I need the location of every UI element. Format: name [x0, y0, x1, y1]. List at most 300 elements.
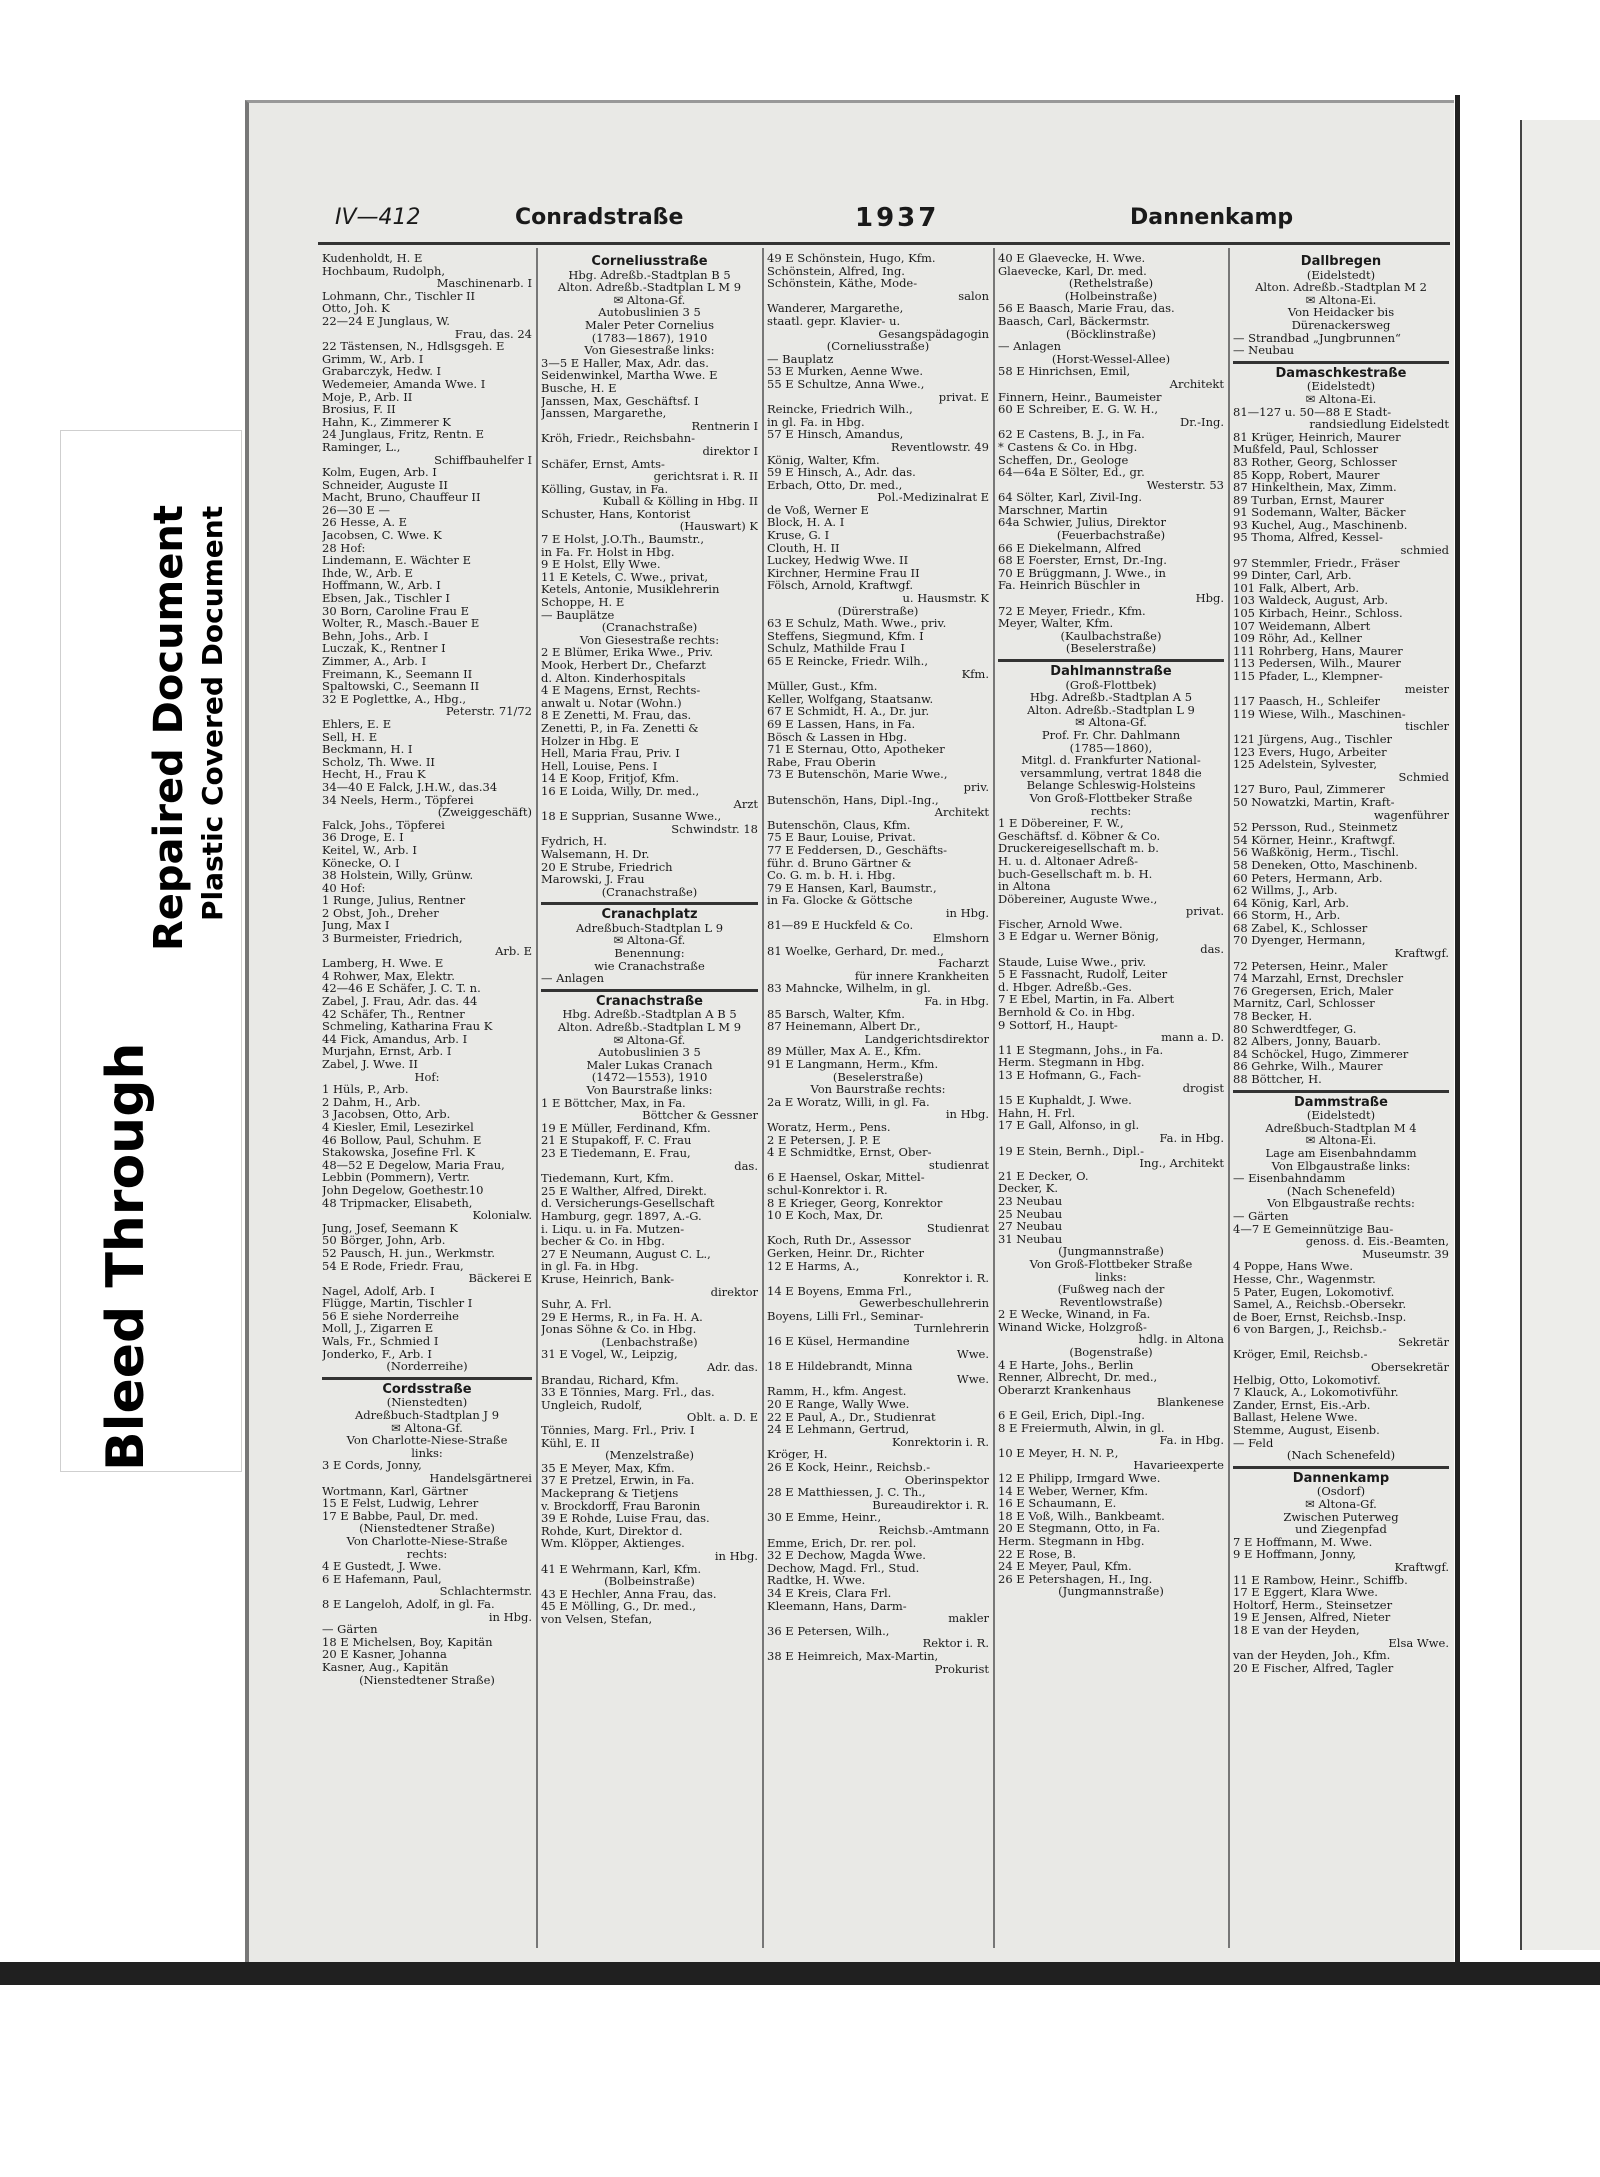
directory-entry: Schuster, Hans, Kontorist [541, 506, 691, 521]
directory-entry: Von Giesestraße rechts: [579, 632, 720, 647]
scan-margin-top [0, 0, 1600, 48]
directory-entry: Zabel, J. Wwe. II [322, 1057, 418, 1071]
directory-entry: Steffens, Siegmund, Kfm. I [767, 628, 924, 643]
directory-entry: 1 E Döbereiner, F. W., [998, 816, 1124, 831]
directory-entry: Maler Lukas Cranach [586, 1057, 713, 1072]
directory-entry: Kirchner, Hermine Frau II [767, 565, 920, 580]
directory-entry: 60 E Schreiber, E. G. W. H., [998, 402, 1159, 417]
directory-entry: Westerstr. 53 [1146, 477, 1224, 492]
directory-entry: und Ziegenpfad [1295, 1522, 1387, 1537]
directory-entry: Raminger, L., [322, 439, 401, 454]
directory-entry: 74 Marzahl, Ernst, Drechsler [1233, 971, 1404, 986]
directory-entry: wie Cranachstraße [594, 958, 705, 973]
directory-entry: führ. d. Bruno Gärtner & [767, 855, 912, 870]
directory-entry: Landgerichtsdirektor [864, 1031, 989, 1046]
directory-entry: priv. [963, 779, 989, 794]
directory-entry: 5 E Fassnacht, Rudolf, Leiter [998, 967, 1168, 982]
directory-entry: Keller, Wolfgang, Staatsanw. [767, 691, 934, 706]
directory-entry: Luczak, K., Rentner I [322, 641, 446, 656]
directory-entry: Hbg. Adreßb.-Stadtplan B 5 [568, 267, 731, 282]
directory-entry: 40 E Glaevecke, H. Wwe. [998, 252, 1146, 265]
directory-entry: randsiedlung Eidelstedt [1309, 417, 1449, 432]
column-divider [536, 248, 538, 1948]
directory-entry: Ebsen, Jak., Tischler I [322, 591, 450, 606]
directory-entry: 22 Tästensen, N., Hdlsgsgeh. E [322, 339, 505, 354]
directory-entry: 58 E Hinrichsen, Emil, [998, 364, 1131, 379]
directory-entry: ✉ Altona-Ei. [1305, 391, 1377, 406]
directory-entry: (Groß-Flottbek) [1065, 677, 1157, 692]
directory-entry: Dr.-Ing. [1180, 414, 1224, 429]
directory-entry: Janssen, Max, Geschäftsf. I [541, 393, 699, 408]
directory-entry: H. u. d. Altonaer Adreß- [998, 853, 1139, 868]
directory-entry: 18 E van der Heyden, [1233, 1622, 1360, 1637]
directory-entry: 7 Klauck, A., Lokomotivführ. [1233, 1385, 1399, 1400]
directory-entry: Schulz, Mathilde Frau I [767, 641, 905, 656]
directory-entry: 123 Evers, Hugo, Arbeiter [1233, 744, 1387, 759]
directory-entry: Schoppe, H. E [541, 595, 625, 610]
directory-entry: 91 Sodemann, Walter, Bäcker [1233, 505, 1406, 520]
directory-entry: 103 Waldeck, August, Arb. [1233, 593, 1388, 608]
directory-entry: 9 E Holst, Elly Wwe. [541, 557, 661, 572]
directory-entry: — Eisenbahndamm [1233, 1171, 1346, 1186]
directory-entry: 28 Hof: [322, 540, 366, 555]
section-rule [541, 989, 758, 992]
directory-entry: 48—52 E Degelow, Maria Frau, [322, 1157, 505, 1172]
directory-entry: 7 E Holst, J.O.Th., Baumstr., [541, 532, 704, 547]
directory-entry: Dürenackersweg [1291, 317, 1391, 332]
directory-entry: Oblt. a. D. E [686, 1410, 758, 1425]
directory-entry: Wm. Klöpper, Aktienges. [541, 1536, 685, 1551]
directory-entry: Ramm, H., kfm. Angest. [767, 1384, 907, 1399]
directory-entry: ✉ Altona-Ei. [1305, 292, 1377, 307]
directory-entry: — Bauplätze [541, 607, 615, 622]
directory-entry: 115 Pfader, L., Klempner- [1233, 669, 1383, 683]
directory-entry: (Horst-Wessel-Allee) [1051, 351, 1171, 366]
column-divider [762, 248, 764, 1948]
directory-entry: (Feuerbachstraße) [1056, 528, 1166, 543]
directory-entry: Fa. in Hbg. [1159, 1433, 1224, 1448]
directory-entry: Frau, das. 24 [454, 326, 532, 341]
street-heading: Cranachstraße [595, 993, 703, 1009]
directory-entry: 15 E Felst, Ludwig, Lehrer [322, 1496, 479, 1511]
directory-entry: Herm. Stegmann in Hbg. [998, 1533, 1145, 1548]
directory-entry: (Jungmannstraße) [1058, 1584, 1164, 1599]
directory-entry: 38 E Heimreich, Max-Martin, [767, 1648, 939, 1663]
directory-entry: in gl. Fa. in Hbg. [541, 1259, 639, 1274]
directory-entry: Lindemann, E. Wächter E [322, 553, 471, 568]
directory-entry: Dechow, Magd. Frl., Stud. [767, 1560, 920, 1575]
directory-entry: Adreßbuch-Stadtplan L 9 [575, 920, 724, 935]
directory-entry: 19 E Stein, Bernh., Dipl.- [998, 1143, 1145, 1158]
directory-entry: 88 Böttcher, H. [1233, 1072, 1322, 1086]
directory-entry: Schiffbauhelfer I [434, 452, 532, 467]
directory-entry: 30 E Emme, Heinr., [767, 1510, 882, 1525]
directory-entry: Kröger, Emil, Reichsb.- [1233, 1347, 1368, 1362]
directory-entry: 8 E Zenetti, M. Frau, das. [541, 708, 692, 723]
directory-entry: Herm. Stegmann in Hbg. [998, 1055, 1145, 1070]
directory-entry: 70 E Brüggmann, J. Wwe., in [998, 565, 1166, 580]
directory-entry: 22 E Paul, A., Dr., Studienrat [767, 1409, 936, 1424]
directory-entry: direktor I [702, 443, 758, 458]
directory-entry: d. Alton. Kinderhospitals [541, 670, 686, 685]
directory-entry: Wortmann, Karl, Gärtner [322, 1483, 468, 1498]
directory-entry: 87 Hinkelthein, Max, Zimm. [1233, 480, 1397, 495]
directory-entry: Oberinspektor [904, 1472, 989, 1487]
directory-entry: Hecht, H., Frau K [322, 767, 426, 782]
directory-entry: 26 E Kock, Heinr., Reichsb.- [767, 1460, 931, 1474]
directory-entry: Schneider, Auguste II [322, 477, 448, 492]
directory-entry: 4 Rohwer, Max, Elektr. [322, 968, 455, 983]
directory-entry: (Rethelstraße) [1068, 276, 1154, 291]
directory-entry: 28 E Matthiessen, J. C. Th., [767, 1485, 926, 1500]
directory-entry: (Böcklinstraße) [1066, 326, 1156, 341]
header-rule [318, 242, 1450, 245]
directory-entry: 25 E Walther, Alfred, Direkt. [541, 1183, 707, 1198]
directory-entry: Jung, Max I [322, 918, 390, 933]
directory-entry: Belange Schleswig-Holsteins [1026, 778, 1196, 793]
directory-entry: Schäfer, Ernst, Amts- [541, 456, 665, 471]
directory-entry: 4 E Harte, Johs., Berlin [998, 1357, 1134, 1372]
directory-entry: Beckmann, H. I [322, 742, 413, 757]
directory-entry: in Hbg. [714, 1548, 758, 1563]
directory-entry: hdlg. in Altona [1138, 1332, 1224, 1347]
directory-entry: Stemme, August, Eisenb. [1233, 1423, 1380, 1438]
directory-entry: Mook, Herbert Dr., Chefarzt [541, 658, 706, 672]
directory-entry: (Holbeinstraße) [1064, 288, 1158, 303]
directory-entry: 4 E Magens, Ernst, Rechts- [541, 683, 701, 698]
directory-entry: Lebbin (Pommern), Vertr. [322, 1170, 470, 1185]
directory-entry: Elmshorn [932, 931, 989, 946]
directory-entry: Kraftwgf. [1394, 946, 1449, 961]
directory-entry: schul-Konrektor i. R. [767, 1182, 888, 1197]
directory-entry: 16 E Küsel, Hermandine [767, 1334, 910, 1349]
directory-entry: 91 E Langmann, Herm., Kfm. [767, 1057, 939, 1071]
directory-entry: Hell, Maria Frau, Priv. I [541, 746, 680, 761]
directory-entry: (Zweiggeschäft) [437, 805, 532, 820]
directory-entry: Von Elbgaustraße rechts: [1267, 1196, 1415, 1211]
directory-entry: (Eidelstedt) [1306, 379, 1376, 394]
directory-entry: Emme, Erich, Dr. rer. pol. [767, 1535, 917, 1550]
directory-entry: 7 E Hoffmann, M. Wwe. [1233, 1534, 1373, 1549]
directory-entry: 43 E Hechler, Anna Frau, das. [541, 1586, 717, 1601]
directory-entry: ✉ Altona-Gf. [613, 1032, 686, 1047]
directory-entry: (Hauswart) K [679, 519, 758, 534]
directory-entry: Museumstr. 39 [1362, 1246, 1449, 1261]
directory-entry: 10 E Koch, Max, Dr. [767, 1208, 884, 1223]
directory-entry: Reventlowstr. 49 [891, 439, 989, 454]
condition-label [60, 430, 242, 1472]
directory-entry: Kröh, Friedr., Reichsbahn- [541, 431, 696, 446]
directory-entry: 36 Droge, E. I [322, 830, 404, 845]
directory-entry: Schönstein, Käthe, Mode- [767, 276, 918, 291]
directory-entry: meister [1404, 681, 1449, 696]
directory-entry: 10 E Meyer, H. N. P., [998, 1445, 1119, 1460]
directory-entry: 20 E Kasner, Johanna [322, 1647, 447, 1662]
directory-entry: d. Hbger. Adreßb.-Ges. [998, 979, 1132, 994]
directory-entry: 75 E Baur, Louise, Privat. [767, 830, 916, 845]
directory-entry: 37 E Pretzel, Erwin, in Fa. [541, 1473, 695, 1488]
directory-entry: 30 Born, Caroline Frau E [322, 603, 469, 618]
directory-entry: in Altona [998, 879, 1051, 894]
directory-entry: Kölling, Gustav, in Fa. [541, 481, 669, 496]
directory-entry: 99 Dinter, Carl, Arb. [1233, 568, 1352, 583]
directory-entry: 81—89 E Huckfeld & Co. [767, 918, 914, 933]
directory-entry: Hbg. Adreßb.-Stadtplan A B 5 [562, 1007, 737, 1022]
directory-entry: Meyer, Walter, Kfm. [998, 616, 1114, 631]
directory-entry: (Kaulbachstraße) [1060, 628, 1162, 643]
directory-entry: (Beselerstraße) [1065, 641, 1157, 656]
directory-entry: Luckey, Hedwig Wwe. II [767, 553, 909, 568]
directory-entry: 3 E Edgar u. Werner Bönig, [998, 929, 1159, 944]
directory-entry: 42 Schäfer, Th., Rentner [322, 1006, 465, 1021]
directory-entry: (Cranachstraße) [601, 884, 698, 899]
directory-entry: 2 E Blümer, Erika Wwe., Priv. [541, 645, 714, 660]
directory-entry: Von Heidacker bis [1287, 305, 1395, 320]
directory-entry: Tiedemann, Kurt, Kfm. [541, 1171, 674, 1186]
directory-entry: salon [958, 288, 989, 303]
directory-column-1 [322, 252, 532, 1952]
directory-entry: 18 E Voß, Wilh., Bankbeamt. [998, 1508, 1165, 1523]
directory-entry: rechts: [406, 1546, 448, 1561]
directory-entry: 34 Neels, Herm., Töpferei [322, 792, 474, 807]
directory-entry: Zander, Ernst, Eis.-Arb. [1233, 1397, 1371, 1412]
directory-entry: becher & Co. in Hbg. [541, 1234, 665, 1249]
directory-entry: staatl. gepr. Klavier- u. [767, 313, 901, 328]
directory-entry: Reichsb.-Amtmann [878, 1522, 989, 1537]
street-heading: Cranachplatz [601, 907, 698, 923]
directory-entry: Kolonialw. [472, 1208, 532, 1223]
directory-entry: 64—64a E Sölter, Ed., gr. [998, 465, 1145, 480]
directory-entry: 17 E Eggert, Klara Wwe. [1233, 1585, 1378, 1600]
directory-entry: Von Charlotte-Niese-Straße [346, 1533, 508, 1548]
directory-entry: d. Versicherungs-Gesellschaft [541, 1196, 715, 1211]
directory-entry: Winand Wicke, Holzgroß- [998, 1319, 1147, 1334]
directory-entry: privat. E [938, 389, 989, 404]
directory-entry: (1783—1867), 1910 [591, 330, 708, 345]
directory-entry: 52 Persson, Rud., Steinmetz [1233, 820, 1398, 835]
directory-entry: 50 Nowatzki, Martin, Kraft- [1233, 794, 1395, 809]
directory-entry: 16 E Loida, Willy, Dr. med., [541, 783, 700, 798]
directory-entry: 72 Petersen, Heinr., Maler [1233, 958, 1388, 973]
directory-entry: 68 E Foerster, Ernst, Dr.-Ing. [998, 553, 1167, 568]
directory-entry: ✉ Altona-Ei. [1305, 1133, 1377, 1148]
directory-entry: wagenführer [1373, 807, 1449, 822]
directory-entry: Alton. Adreßb.-Stadtplan L M 9 [557, 1020, 742, 1035]
directory-entry: Von Charlotte-Niese-Straße [346, 1433, 508, 1448]
directory-entry: Hamburg, gegr. 1897, A.-G. [541, 1208, 702, 1223]
directory-entry: 77 E Feddersen, D., Geschäfts- [767, 842, 947, 857]
directory-entry: Hesse, Chr., Wagenmstr. [1233, 1271, 1376, 1286]
directory-entry: 54 Körner, Heinr., Kraftwgf. [1233, 832, 1396, 847]
directory-entry: Gewerbeschullehrerin [859, 1296, 989, 1311]
directory-entry: 24 E Lehmann, Gertrud, [767, 1422, 910, 1437]
directory-entry: Kasner, Aug., Kapitän [322, 1659, 449, 1674]
directory-entry: 9 Sottorf, H., Haupt- [998, 1017, 1118, 1032]
directory-entry: Helbig, Otto, Lokomotivf. [1233, 1372, 1381, 1387]
directory-entry: Kröger, H. [767, 1447, 828, 1462]
directory-entry: Arzt [733, 796, 758, 811]
directory-entry: 54 E Rode, Friedr. Frau, [322, 1258, 464, 1273]
directory-entry: Alton. Adreßb.-Stadtplan L M 9 [557, 280, 742, 295]
repaired-document-label: Repaired Document [146, 505, 192, 951]
directory-entry: Alton. Adreßb.-Stadtplan L 9 [1027, 702, 1195, 717]
directory-entry: 18 E Supprian, Susanne Wwe., [541, 809, 722, 824]
section-rule [998, 659, 1224, 662]
directory-entry: (Lenbachstraße) [601, 1334, 698, 1349]
directory-entry: Kuball & Kölling in Hbg. II [602, 494, 758, 509]
directory-entry: 83 Mahncke, Wilhelm, in gl. [767, 981, 931, 996]
directory-entry: Facharzt [938, 956, 989, 971]
directory-entry: Mackeprang & Tietjens [541, 1486, 679, 1500]
directory-entry: 89 Turban, Ernst, Maurer [1233, 492, 1384, 507]
directory-entry: 119 Wiese, Wilh., Maschinen- [1233, 706, 1406, 721]
directory-entry: Zimmer, A., Arb. I [322, 654, 427, 668]
directory-entry: (Menzelstraße) [605, 1448, 694, 1463]
directory-entry: Decker, K. [998, 1181, 1059, 1196]
directory-entry: 85 Kopp, Robert, Maurer [1233, 467, 1380, 482]
directory-entry: direktor [710, 1284, 758, 1299]
directory-entry: Wedemeier, Amanda Wwe. I [322, 376, 486, 391]
directory-entry: Turnlehrerin [914, 1321, 989, 1336]
directory-entry: 4 Poppe, Hans Wwe. [1233, 1259, 1353, 1274]
directory-entry: Bäckerei E [468, 1271, 532, 1286]
directory-entry: Ehlers, E. E [322, 716, 392, 731]
directory-entry: 17 E Gall, Alfonso, in gl. [998, 1118, 1140, 1133]
directory-entry: 23 Neubau [998, 1193, 1063, 1208]
directory-entry: Clouth, H. II [767, 540, 840, 555]
directory-entry: 87 Heinemann, Albert Dr., [767, 1019, 921, 1034]
directory-entry: 59 E Hinsch, A., Adr. das. [767, 465, 916, 480]
street-heading: Dahlmannstraße [1050, 664, 1172, 679]
directory-entry: 9 E Hoffmann, Jonny, [1233, 1547, 1357, 1562]
section-rule [1233, 361, 1449, 364]
directory-entry: Fydrich, H. [541, 834, 607, 849]
directory-entry: Holzer in Hbg. E [541, 733, 639, 748]
directory-entry: 27 Neubau [998, 1219, 1063, 1234]
directory-entry: ✉ Altona-Gf. [613, 292, 686, 307]
directory-entry: in Hbg. [945, 905, 989, 920]
directory-entry: Falck, Johs., Töpferei [322, 817, 445, 832]
section-rule [322, 1377, 532, 1380]
directory-entry: Konrektor i. R. [903, 1271, 989, 1286]
directory-entry: Rohde, Kurt, Direktor d. [541, 1523, 683, 1538]
directory-entry: 3 Jacobsen, Otto, Arb. [322, 1107, 451, 1122]
directory-entry: Zabel, J. Frau, Adr. das. 44 [322, 994, 478, 1009]
directory-entry: 5 Pater, Eugen, Lokomotivf. [1233, 1284, 1395, 1299]
directory-entry: Studienrat [926, 1220, 989, 1235]
directory-entry: Schönstein, Alfred, Ing. [767, 263, 905, 278]
directory-entry: 95 Thoma, Alfred, Kessel- [1233, 530, 1383, 545]
directory-entry: Jonderko, F., Arb. I [322, 1346, 432, 1361]
directory-entry: genoss. d. Eis.-Beamten, [1305, 1234, 1449, 1249]
directory-entry: 27 E Neumann, August C. L., [541, 1246, 711, 1261]
directory-entry: Wwe. [956, 1371, 989, 1386]
directory-entry: 89 Müller, Max A. E., Kfm. [767, 1044, 922, 1059]
directory-entry: Ungleich, Rudolf, [541, 1397, 643, 1412]
directory-entry: (Nienstedtener Straße) [359, 1672, 495, 1687]
directory-entry: 6 E Hafemann, Paul, [322, 1571, 442, 1586]
directory-entry: 8 E Freiermuth, Alwin, in gl. [998, 1420, 1165, 1435]
street-heading: Cordsstraße [382, 1381, 472, 1397]
directory-entry: 14 E Koop, Fritjof, Kfm. [541, 771, 679, 786]
directory-entry: ✉ Altona-Gf. [1075, 715, 1147, 730]
directory-entry: Jung, Josef, Seemann K [322, 1220, 458, 1235]
directory-entry: 81 Woelke, Gerhard, Dr. med., [767, 943, 944, 958]
directory-entry: Hoffmann, W., Arb. I [322, 578, 441, 593]
directory-entry: 121 Jürgens, Aug., Tischler [1233, 731, 1393, 746]
directory-entry: 29 E Herms, R., in Fa. H. A. [541, 1309, 703, 1324]
directory-entry: Maschinenarb. I [436, 276, 532, 291]
directory-entry: 24 E Meyer, Paul, Kfm. [998, 1559, 1132, 1574]
directory-entry: 60 Peters, Hermann, Arb. [1233, 870, 1383, 885]
directory-entry: 8 E Krieger, Georg, Konrektor [767, 1195, 943, 1210]
directory-entry: 15 E Kuphaldt, J. Wwe. [998, 1093, 1132, 1108]
directory-entry: Hahn, H. Frl. [998, 1105, 1076, 1120]
directory-entry: Von Groß-Flottbeker Straße [1029, 1256, 1193, 1271]
directory-entry: Kruse, Heinrich, Bank- [541, 1271, 675, 1286]
directory-entry: 40 Hof: [322, 880, 366, 895]
directory-entry: Schlachtermstr. [439, 1584, 532, 1599]
directory-entry: Von Baurstraße links: [586, 1083, 713, 1097]
directory-entry: makler [948, 1611, 989, 1626]
directory-entry: Handelsgärtnerei [429, 1471, 532, 1485]
directory-entry: Hell, Louise, Pens. I [541, 758, 658, 773]
directory-entry: Von Baurstraße rechts: [810, 1082, 946, 1097]
directory-entry: Radtke, H. Wwe. [767, 1573, 866, 1588]
directory-entry: Fa. Heinrich Büschler in [998, 578, 1141, 593]
directory-entry: * Castens & Co. in Hbg. [998, 439, 1138, 454]
street-heading: Corneliusstraße [591, 254, 708, 269]
right-street-heading: Dannenkamp [1130, 205, 1294, 230]
directory-entry: Gesangspädagogin [878, 326, 989, 341]
directory-entry: das. [1200, 942, 1224, 957]
directory-entry: 81—127 u. 50—88 E Stadt- [1233, 404, 1392, 419]
directory-entry: versammlung, vertrat 1848 die [1020, 765, 1202, 780]
directory-entry: 23 E Tiedemann, E. Frau, [541, 1145, 691, 1160]
directory-entry: 32 E Poglettke, A., Hbg., [322, 691, 467, 706]
directory-entry: Hochbaum, Rudolph, [322, 263, 446, 278]
section-rule [541, 902, 758, 905]
directory-entry: — Gärten [1233, 1208, 1289, 1223]
directory-entry: 46 Bollow, Paul, Schuhm. E [322, 1132, 482, 1147]
directory-entry: 97 Stemmler, Friedr., Fräser [1233, 555, 1400, 570]
directory-entry: Von Elbgaustraße links: [1271, 1158, 1411, 1173]
directory-entry: Hbg. Adreßb.-Stadtplan A 5 [1029, 690, 1193, 705]
directory-entry: Adr. das. [707, 1360, 758, 1375]
directory-entry: 71 E Sternau, Otto, Apotheker [767, 742, 945, 757]
directory-entry: 49 E Schönstein, Hugo, Kfm. [767, 252, 936, 265]
directory-entry: 26—30 E — [322, 502, 390, 517]
directory-entry: Holtorf, Herm., Steinsetzer [1233, 1597, 1393, 1612]
section-rule [1233, 1466, 1449, 1469]
directory-entry: Sekretär [1398, 1334, 1449, 1349]
directory-entry: 2a E Woratz, Willi, in gl. Fa. [767, 1094, 930, 1109]
directory-entry: 11 E Ketels, C. Wwe., privat, [541, 569, 709, 584]
directory-entry: 41 E Wehrmann, Karl, Kfm. [541, 1561, 702, 1576]
directory-entry: Schwindstr. 18 [671, 821, 758, 836]
directory-entry: 83 Rother, Georg, Schlosser [1233, 454, 1397, 469]
directory-entry: 53 E Murken, Aenne Wwe. [767, 364, 924, 379]
adjacent-page-strip [1520, 120, 1600, 1950]
directory-entry: Schmeling, Katharina Frau K [322, 1019, 493, 1034]
directory-entry: (Norderreihe) [386, 1359, 468, 1374]
directory-entry: tischler [1404, 719, 1449, 734]
directory-entry: 4 E Schmidtke, Ernst, Ober- [767, 1145, 932, 1160]
directory-entry: mann a. D. [1161, 1030, 1224, 1045]
directory-entry: 56 Waßkönig, Herm., Tischl. [1233, 845, 1399, 860]
directory-entry: Grabarczyk, Hedw. I [322, 364, 442, 379]
directory-entry: Bureaudirektor i. R. [872, 1497, 989, 1512]
